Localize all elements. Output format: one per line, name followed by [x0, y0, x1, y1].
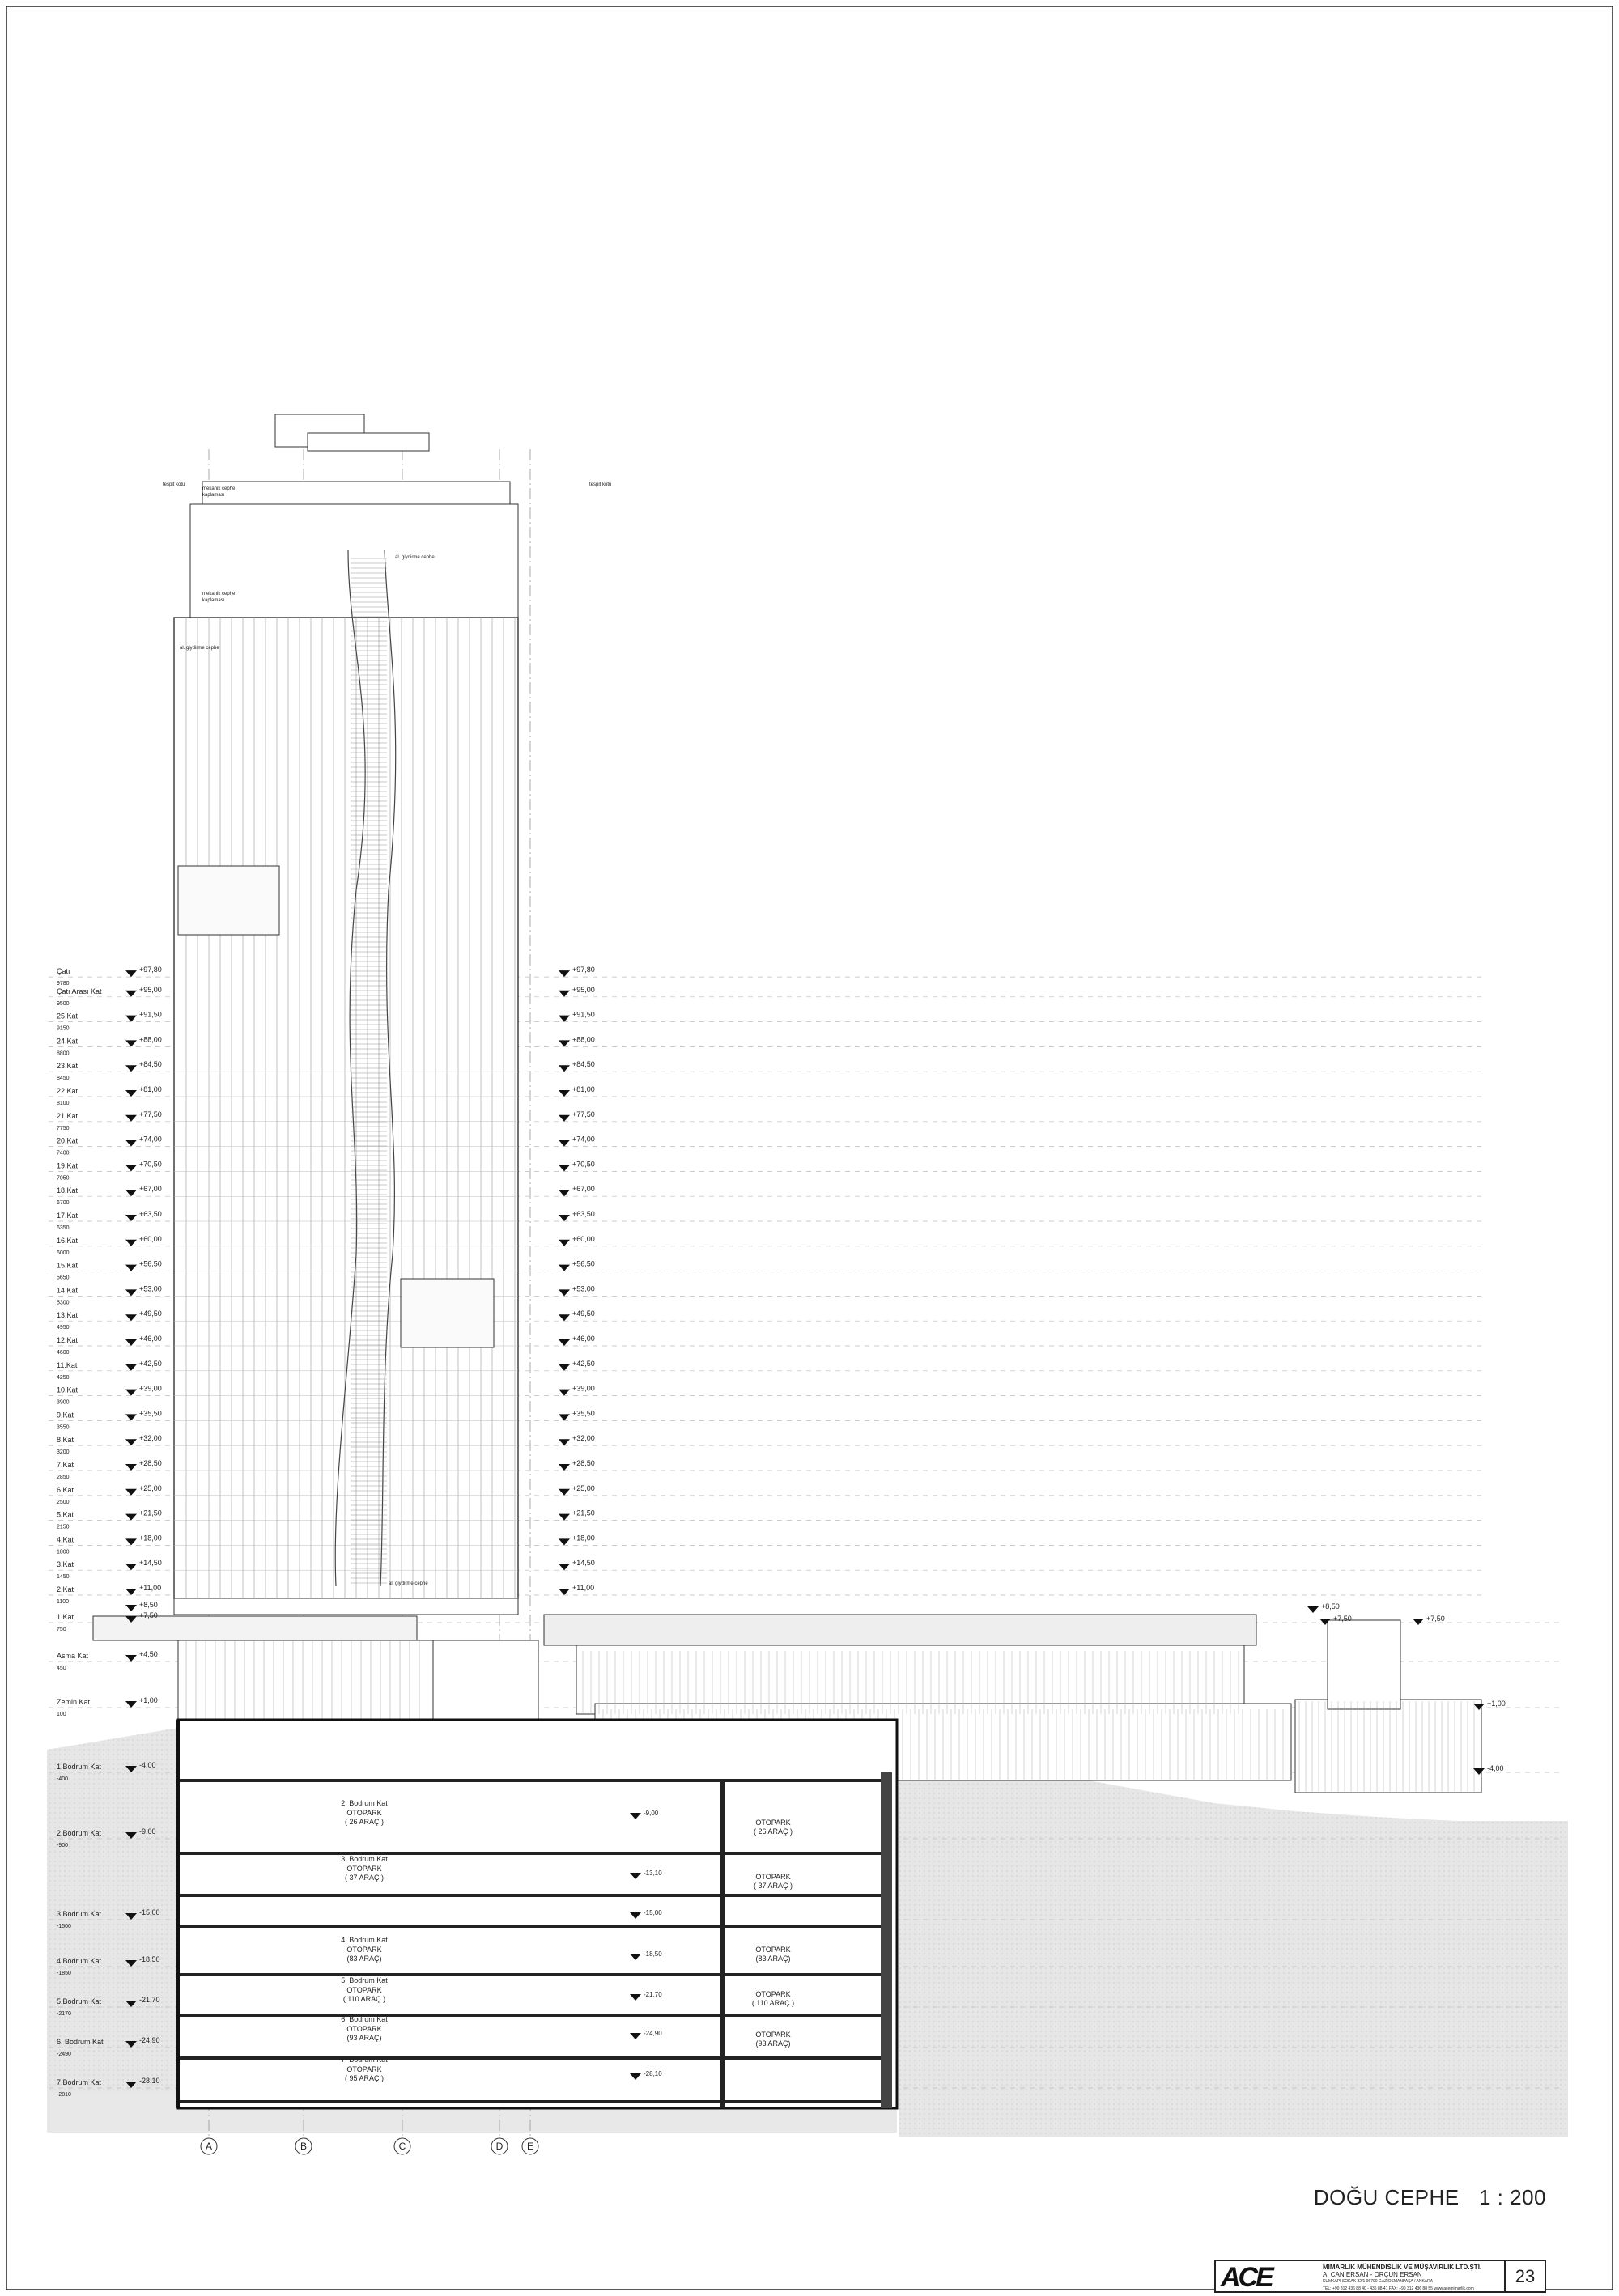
- floor-name: 14.Kat: [57, 1286, 79, 1295]
- parking-right-count: ( 26 ARAÇ ): [753, 1827, 793, 1836]
- level-marker-east-1: [1307, 1606, 1319, 1613]
- level-marker-right: [559, 991, 570, 997]
- level-marker-right: [559, 1439, 570, 1445]
- floor-code: 6700: [57, 1200, 70, 1207]
- level-value-left: +46,00: [139, 1335, 162, 1343]
- parking-right-count: (93 ARAÇ): [755, 2039, 791, 2048]
- parking-floor: 6. Bodrum Kat: [341, 2015, 388, 2023]
- roof-note-2: mekanik cephe: [202, 592, 236, 596]
- ground-section-right: [899, 1750, 1568, 2137]
- podium-block-west: [178, 1640, 433, 1720]
- floor-name: 9.Kat: [57, 1411, 74, 1420]
- floor-code: 1100: [57, 1599, 70, 1605]
- parking-floor: 3. Bodrum Kat: [341, 1855, 388, 1863]
- parking-floor: 4. Bodrum Kat: [341, 1936, 388, 1944]
- floor-code: 1800: [57, 1549, 70, 1555]
- level-marker-right: [559, 1564, 570, 1570]
- firm-address: KUMKAPI SOKAK 32/1 06700 GAZİOSMANPAŞA / ANKARA: [1323, 2279, 1434, 2284]
- level-marker-right: [559, 1190, 570, 1196]
- level-marker-right: [559, 970, 570, 977]
- parking-right-label: OTOPARK: [755, 1990, 791, 1998]
- floor-code: 5650: [57, 1275, 70, 1281]
- level-value-right: +97,80: [572, 966, 595, 974]
- floor-code: 3550: [57, 1424, 70, 1431]
- basement-slab: [178, 2056, 882, 2060]
- floor-name: 12.Kat: [57, 1336, 79, 1344]
- level-marker-left: [125, 1538, 137, 1545]
- floor-code: 9150: [57, 1025, 70, 1032]
- floor-code: 4950: [57, 1325, 70, 1331]
- level-value-left: +35,50: [139, 1409, 162, 1418]
- level-value-east-2: +7,50: [1333, 1615, 1352, 1623]
- floor-name: 8.Kat: [57, 1436, 74, 1445]
- parking-count: (93 ARAÇ): [346, 2034, 382, 2042]
- parking-floor: 5. Bodrum Kat: [341, 1976, 388, 1984]
- parking-count: ( 95 ARAÇ ): [344, 2074, 385, 2082]
- basement-slab: [178, 1925, 882, 1928]
- level-marker-right: [559, 1289, 570, 1296]
- podium-east-tower: [1328, 1620, 1400, 1709]
- floor-name: 16.Kat: [57, 1236, 79, 1245]
- level-marker-right: [559, 1090, 570, 1097]
- level-value-right: +46,00: [572, 1335, 595, 1343]
- parking-right-label: OTOPARK: [755, 1946, 791, 1954]
- basement-slab: [178, 1973, 882, 1976]
- podium-block-mid: [433, 1640, 538, 1720]
- level-value-east-ground-2: -4,00: [1487, 1764, 1504, 1772]
- level-value-east-3: +7,50: [1426, 1615, 1445, 1623]
- parking-label: OTOPARK: [346, 1986, 382, 1994]
- tower-terrace-opening-2: [401, 1279, 494, 1347]
- level-value-right: +74,00: [572, 1135, 595, 1144]
- level-marker-right: [559, 1390, 570, 1396]
- parking-level-value: -24,90: [644, 2030, 662, 2037]
- level-marker-left: [125, 1414, 137, 1420]
- level-value-left: +84,50: [139, 1060, 162, 1069]
- drawing-title-bar: [1214, 2185, 1546, 2210]
- basement-slab: [178, 1852, 882, 1855]
- drawing-scale: 1 : 200: [1478, 2185, 1546, 2209]
- podium-east-annex: [1295, 1700, 1481, 1793]
- level-value-left: +67,00: [139, 1185, 162, 1194]
- grid-axis-label: B: [300, 2141, 308, 2152]
- floor-name: 1.Bodrum Kat: [57, 1763, 102, 1771]
- level-value-right: +91,50: [572, 1010, 595, 1019]
- glass-note-2: al. giydirme cephe: [180, 646, 219, 651]
- floor-code: 100: [57, 1712, 66, 1717]
- level-value-right: +35,50: [572, 1409, 595, 1418]
- level-marker-right: [559, 1265, 570, 1271]
- roof-note-2b: kaplaması: [202, 598, 225, 603]
- floor-name: 7.Kat: [57, 1461, 74, 1469]
- parking-right-count: ( 37 ARAÇ ): [753, 1882, 793, 1890]
- level-marker-left: [125, 991, 137, 997]
- level-value-right: +32,00: [572, 1434, 595, 1443]
- floor-code: 2850: [57, 1475, 70, 1480]
- level-marker-left: [125, 1289, 137, 1296]
- level-value-left: -4,00: [139, 1761, 156, 1769]
- floor-name: 22.Kat: [57, 1087, 79, 1095]
- floor-name: Zemin Kat: [57, 1698, 91, 1706]
- level-marker-left: [125, 1016, 137, 1022]
- floor-code: 450: [57, 1666, 66, 1671]
- floor-code: 7750: [57, 1125, 70, 1131]
- level-value-left: -15,00: [139, 1908, 160, 1916]
- level-marker-left: [125, 1140, 137, 1147]
- level-value-left: +74,00: [139, 1135, 162, 1144]
- level-value-right: +60,00: [572, 1234, 595, 1243]
- level-marker-right: [559, 1589, 570, 1595]
- tower-shaft: [174, 618, 518, 1598]
- floor-code: 750: [57, 1627, 66, 1632]
- level-marker-right: [559, 1314, 570, 1321]
- level-value-right: +63,50: [572, 1210, 595, 1218]
- parking-count: ( 37 ARAÇ ): [344, 1874, 385, 1882]
- floor-name: 6. Bodrum Kat: [57, 2038, 104, 2046]
- tower-terrace-opening: [178, 866, 279, 935]
- level-value-right: +88,00: [572, 1035, 595, 1044]
- level-value-left: +21,50: [139, 1509, 162, 1517]
- level-value-left: +88,00: [139, 1035, 162, 1044]
- level-marker-right: [559, 1140, 570, 1147]
- level-value-right: +56,50: [572, 1259, 595, 1268]
- level-value-podium: +8,50: [139, 1601, 158, 1609]
- level-marker-right: [559, 1215, 570, 1221]
- floor-code: 5300: [57, 1300, 70, 1306]
- level-value-left: +42,50: [139, 1359, 162, 1368]
- roof-note-1b: kaplaması: [202, 493, 225, 498]
- floor-name: 24.Kat: [57, 1037, 79, 1046]
- floor-name: 3.Kat: [57, 1560, 74, 1569]
- floor-name: 21.Kat: [57, 1111, 79, 1120]
- basement-slab: [178, 1779, 882, 1782]
- floor-name: 13.Kat: [57, 1311, 79, 1320]
- parking-label: OTOPARK: [346, 1946, 382, 1954]
- level-value-left: -9,00: [139, 1827, 156, 1836]
- floor-code: 8450: [57, 1076, 70, 1082]
- level-value-right: +21,50: [572, 1509, 595, 1517]
- tower-base-band: [174, 1598, 518, 1615]
- floor-name: 18.Kat: [57, 1186, 79, 1195]
- glass-note-3: al. giydirme cephe: [389, 1581, 428, 1586]
- parking-count: (83 ARAÇ): [346, 1954, 382, 1963]
- level-marker-right: [559, 1538, 570, 1545]
- level-value-right: +14,50: [572, 1559, 595, 1568]
- level-value-east-1: +8,50: [1321, 1602, 1340, 1611]
- floor-code: -400: [57, 1776, 69, 1782]
- level-marker-podium: [125, 1605, 137, 1611]
- parking-right-label: OTOPARK: [755, 1819, 791, 1827]
- level-value-left: +49,50: [139, 1309, 162, 1318]
- roof-cornice: [202, 482, 510, 504]
- sheet-number: 23: [1504, 2261, 1545, 2291]
- grid-axis-label: A: [205, 2141, 213, 2152]
- parking-label: OTOPARK: [346, 2025, 382, 2033]
- level-marker-right: [559, 1339, 570, 1346]
- level-value-right: +11,00: [572, 1584, 595, 1592]
- floor-name: 15.Kat: [57, 1261, 79, 1270]
- level-marker-left: [125, 1564, 137, 1570]
- level-value-left: -24,90: [139, 2036, 160, 2044]
- parking-level-value: -28,10: [644, 2070, 662, 2077]
- parking-level-value: -21,70: [644, 1991, 662, 1998]
- level-marker-left: [125, 1190, 137, 1196]
- floor-code: 3900: [57, 1399, 70, 1406]
- firm-architects: A. CAN ERSAN - ORÇUN ERSAN: [1323, 2271, 1422, 2278]
- floor-code: -2810: [57, 2092, 71, 2098]
- level-value-left: +14,50: [139, 1559, 162, 1568]
- podium-canopy-west: [93, 1616, 417, 1640]
- level-marker-left: [125, 1215, 137, 1221]
- parking-right-count: (83 ARAÇ): [755, 1954, 791, 1963]
- level-value-left: +4,50: [139, 1650, 158, 1658]
- level-marker-left: [125, 1390, 137, 1396]
- floor-code: -1850: [57, 1971, 71, 1976]
- floor-name: 2.Bodrum Kat: [57, 1829, 102, 1837]
- floor-code: 1450: [57, 1574, 70, 1581]
- parking-level-value: -18,50: [644, 1950, 662, 1958]
- floor-name: 5.Bodrum Kat: [57, 1997, 102, 2005]
- floor-code: 8800: [57, 1050, 70, 1057]
- floor-name: Çatı: [57, 967, 70, 976]
- floor-code: 9780: [57, 981, 70, 987]
- level-value-left: +63,50: [139, 1210, 162, 1218]
- basement-outline: [178, 1720, 897, 2108]
- floor-name: 7.Bodrum Kat: [57, 2078, 102, 2086]
- basement-slab: [178, 2014, 882, 2017]
- level-marker-left: [125, 1364, 137, 1371]
- level-value-right: +77,50: [572, 1110, 595, 1118]
- level-value-right: +53,00: [572, 1284, 595, 1293]
- floor-code: 6000: [57, 1250, 70, 1256]
- level-value-right: +49,50: [572, 1309, 595, 1318]
- floor-code: 8100: [57, 1101, 70, 1106]
- level-value-left: -28,10: [139, 2077, 160, 2085]
- floor-code: 4600: [57, 1350, 70, 1356]
- parking-count: ( 110 ARAÇ ): [342, 1995, 386, 2003]
- level-marker-left: [125, 1040, 137, 1046]
- level-value-left: +1,00: [139, 1696, 158, 1704]
- parking-label: OTOPARK: [346, 1809, 382, 1817]
- grid-axis-label: D: [495, 2141, 504, 2152]
- level-value-right: +39,00: [572, 1384, 595, 1393]
- floor-code: -2170: [57, 2011, 71, 2017]
- level-value-left: +95,00: [139, 985, 162, 994]
- floor-code: 7400: [57, 1150, 70, 1156]
- roof-level-note-left: tespit kotu: [163, 482, 185, 487]
- floor-name: 4.Kat: [57, 1535, 74, 1544]
- level-value-right: +84,50: [572, 1060, 595, 1069]
- glass-note-1: al. giydirme cephe: [395, 555, 435, 560]
- floor-name: 1.Kat: [57, 1613, 74, 1621]
- level-value-left: +25,00: [139, 1483, 162, 1492]
- floor-code: 2150: [57, 1524, 70, 1530]
- firm-details: [1323, 2264, 1501, 2293]
- parking-level-value: -13,10: [644, 1869, 662, 1877]
- roof-level-note-right: tespit kotu: [589, 482, 612, 487]
- level-value-right: +25,00: [572, 1483, 595, 1492]
- parking-floor: 7. Bodrum Kat: [341, 2056, 388, 2064]
- podium-canopy-east: [544, 1615, 1256, 1645]
- floor-code: -900: [57, 1843, 69, 1848]
- level-value-left: +81,00: [139, 1085, 162, 1093]
- floor-code: 2500: [57, 1499, 70, 1505]
- level-marker-right: [559, 1065, 570, 1072]
- level-value-left: +11,00: [139, 1584, 162, 1592]
- level-value-right: +42,50: [572, 1359, 595, 1368]
- level-marker-left: [125, 1439, 137, 1445]
- level-marker-right: [559, 1115, 570, 1122]
- floor-name: 10.Kat: [57, 1386, 79, 1394]
- level-value-left: +60,00: [139, 1234, 162, 1243]
- basement-core-wall: [720, 1780, 725, 2108]
- parking-floor: 2. Bodrum Kat: [341, 1799, 388, 1807]
- ramp-level-value: -15,00: [644, 1909, 662, 1916]
- floor-name: 2.Kat: [57, 1585, 74, 1594]
- parking-label: OTOPARK: [346, 1865, 382, 1873]
- parking-right-label: OTOPARK: [755, 1873, 791, 1881]
- floor-name: 4.Bodrum Kat: [57, 1957, 102, 1965]
- floor-name: 3.Bodrum Kat: [57, 1910, 102, 1918]
- floor-code: 9500: [57, 1000, 70, 1007]
- grid-axis-label: C: [398, 2141, 406, 2152]
- basement-section: [178, 1720, 897, 2108]
- title-block: [1214, 2260, 1546, 2293]
- level-marker-right: [559, 1514, 570, 1521]
- level-marker-left: [125, 1514, 137, 1521]
- level-value-east-ground: +1,00: [1487, 1700, 1506, 1708]
- level-value-left: +28,50: [139, 1459, 162, 1467]
- floor-name: 19.Kat: [57, 1161, 79, 1170]
- level-value-left: +56,50: [139, 1259, 162, 1268]
- level-marker-right: [559, 1240, 570, 1246]
- floor-name: 20.Kat: [57, 1136, 79, 1145]
- level-value-left: +7,50: [139, 1611, 158, 1619]
- level-marker-left: [125, 1314, 137, 1321]
- level-value-left: -18,50: [139, 1955, 160, 1963]
- level-marker-left: [125, 1701, 137, 1708]
- firm-logo: ACE: [1221, 2262, 1272, 2293]
- level-value-left: +53,00: [139, 1284, 162, 1293]
- level-marker-right: [559, 1464, 570, 1471]
- level-marker-left: [125, 1589, 137, 1595]
- top-floors-block: [190, 504, 518, 618]
- level-marker-left: [125, 1655, 137, 1662]
- floor-code: -2490: [57, 2052, 71, 2057]
- roof-note-1: mekanik cephe: [202, 486, 236, 491]
- level-value-right: +28,50: [572, 1459, 595, 1467]
- level-marker-right: [559, 1489, 570, 1496]
- floor-name: 11.Kat: [57, 1360, 78, 1369]
- parking-right-label: OTOPARK: [755, 2031, 791, 2039]
- level-marker-right: [559, 1016, 570, 1022]
- floor-name: Çatı Arası Kat: [57, 987, 102, 995]
- level-value-left: +91,50: [139, 1010, 162, 1019]
- floor-name: 23.Kat: [57, 1062, 79, 1071]
- basement-slab: [178, 1894, 882, 1897]
- level-marker-left: [125, 970, 137, 977]
- level-marker-left: [125, 1165, 137, 1171]
- basement-slab: [178, 2100, 882, 2103]
- firm-company: MİMARLIK MÜHENDİSLİK VE MÜŞAVİRLİK LTD.ŞTİ.: [1323, 2264, 1482, 2271]
- parking-label: OTOPARK: [346, 2065, 382, 2073]
- level-value-right: +95,00: [572, 985, 595, 994]
- level-value-left: +18,00: [139, 1534, 162, 1543]
- level-value-left: +77,50: [139, 1110, 162, 1118]
- level-marker-right: [559, 1414, 570, 1420]
- level-marker-left: [125, 1489, 137, 1496]
- level-value-right: +67,00: [572, 1185, 595, 1194]
- floor-name: 17.Kat: [57, 1212, 79, 1220]
- level-value-right: +18,00: [572, 1534, 595, 1543]
- drawing-title: DOĞU CEPHE: [1313, 2185, 1460, 2209]
- floor-name: Asma Kat: [57, 1652, 89, 1660]
- roof-plant-block-2: [308, 433, 429, 451]
- level-marker-left: [125, 1240, 137, 1246]
- floor-code: 4250: [57, 1374, 70, 1381]
- level-marker-right: [559, 1364, 570, 1371]
- floor-code: 7050: [57, 1175, 70, 1182]
- floor-name: 25.Kat: [57, 1012, 79, 1021]
- level-value-right: +70,50: [572, 1160, 595, 1169]
- basement-retaining-wall: [881, 1772, 892, 2108]
- level-marker-left: [125, 1065, 137, 1072]
- parking-right-count: ( 110 ARAÇ ): [751, 1999, 795, 2007]
- level-marker-left: [125, 1464, 137, 1471]
- floor-name: 5.Kat: [57, 1510, 74, 1519]
- level-marker-right: [559, 1040, 570, 1046]
- level-marker-right: [559, 1165, 570, 1171]
- level-marker-left: [125, 1265, 137, 1271]
- firm-contact: TEL: +90 312 436 88 40 - 436 88 41 FAX: +90 312 436 88 55 www.acemimarlik.com: [1323, 2286, 1474, 2291]
- drawing-scale-gap: [1463, 2185, 1475, 2209]
- grid-axis-label: E: [526, 2141, 534, 2152]
- level-marker-east-3: [1413, 1619, 1424, 1625]
- level-value-left: +39,00: [139, 1384, 162, 1393]
- floor-code: -1500: [57, 1924, 71, 1929]
- level-value-left: +70,50: [139, 1160, 162, 1169]
- floor-code: 3200: [57, 1449, 70, 1456]
- level-value-left: +97,80: [139, 966, 162, 974]
- level-marker-left: [125, 1090, 137, 1097]
- level-value-left: -21,70: [139, 1996, 160, 2004]
- level-value-left: +32,00: [139, 1434, 162, 1443]
- floor-name: 6.Kat: [57, 1485, 74, 1494]
- floor-code: 6350: [57, 1225, 70, 1231]
- parking-level-value: -9,00: [644, 1810, 659, 1817]
- parking-count: ( 26 ARAÇ ): [344, 1818, 385, 1826]
- level-marker-left: [125, 1339, 137, 1346]
- level-marker-left: [125, 1115, 137, 1122]
- level-value-right: +81,00: [572, 1085, 595, 1093]
